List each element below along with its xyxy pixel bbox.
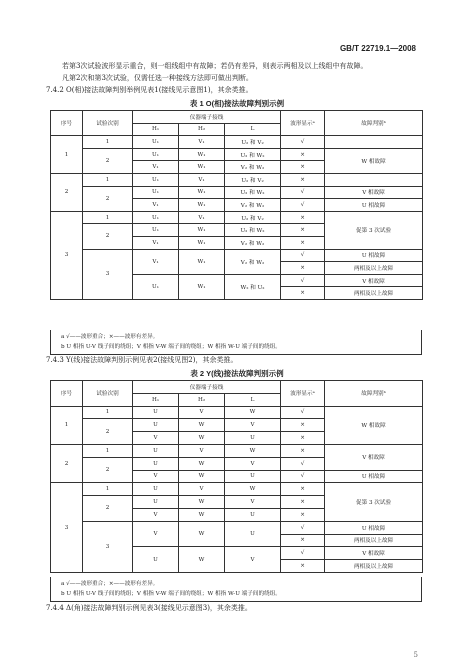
t2-cell: U [133, 419, 179, 432]
t2-cell: V [133, 521, 179, 547]
t1-cell: U₂ 和 W₂ [225, 148, 281, 161]
t1-test: 1 [83, 173, 133, 186]
t1-wave: √ [281, 274, 325, 287]
t2-test: 2 [83, 419, 133, 445]
t2-wave: × [281, 496, 325, 509]
t1-cell: U₂ 和 W₂ [225, 186, 281, 199]
table2-caption: 表 2 Y(线)接法故障判别示例 [190, 369, 284, 378]
t2-test: 1 [83, 483, 133, 496]
t2-cell: W [179, 432, 225, 445]
t1-cell: U₂ 和 V₂ [225, 211, 281, 224]
t2-cell: W [225, 406, 281, 419]
page-number: 5 [413, 651, 418, 659]
t1-seq: 2 [51, 173, 83, 211]
t1-cell: V₂ 和 W₂ [225, 199, 281, 212]
t1-test: 2 [83, 148, 133, 173]
t1-judge: U 相故障 [325, 199, 423, 212]
t1-h-l: L [225, 123, 281, 136]
t2-wave: × [281, 483, 325, 496]
t1-cell: V₂ 和 W₂ [225, 249, 281, 274]
t1-cell: V₁ [133, 161, 179, 174]
t2-seq: 3 [51, 483, 83, 573]
t2-judge: W 相故障 [325, 406, 423, 444]
t2-h-h1: H₁ [133, 393, 179, 406]
t2-cell: U [133, 444, 179, 457]
t1-cell: V₁ [179, 211, 225, 224]
t1-seq: 3 [51, 211, 83, 299]
t1-cell: V₁ [133, 199, 179, 212]
t1-cell: V₂ 和 W₂ [225, 236, 281, 249]
t1-wave: √ [281, 249, 325, 262]
t1-judge: V 相故障 [325, 186, 423, 199]
t2-cell: V [133, 432, 179, 445]
t1-h-h1: H₁ [133, 123, 179, 136]
t2-wave: × [281, 534, 325, 547]
t2-cell: V [225, 547, 281, 573]
t2-cell: V [133, 470, 179, 483]
t2-h-wave: 波形显示ᵃ [281, 381, 325, 407]
t1-test: 2 [83, 186, 133, 211]
t2-judge: V 相故障 [325, 547, 423, 560]
t1-cell: U₁ [133, 211, 179, 224]
section-744: 7.4.4 Δ(角)接法故障判别示例见表3(接线见示意图3)，其余类推。 [46, 604, 252, 612]
t2-cell: U [225, 432, 281, 445]
t1-h-test: 试验次别 [83, 111, 133, 136]
t1-cell: W₂ 和 U₂ [225, 274, 281, 299]
t2-wave: × [281, 444, 325, 457]
t1-h-wave: 波形显示ᵃ [281, 111, 325, 136]
t2-cell: U [225, 508, 281, 521]
table1 [50, 110, 423, 300]
t1-judge: V 相故障 [325, 274, 423, 287]
t1-seq: 1 [51, 136, 83, 174]
table2-note-b: b U 相指 U-V 线子间的绕组；V 相指 V-W 端子间的绕组；W 相指 W-U 端子间的绕组。 [61, 591, 281, 597]
t1-cell: W₁ [179, 161, 225, 174]
t2-cell: V [225, 457, 281, 470]
t2-cell: U [225, 470, 281, 483]
t1-h-terminals: 仪器端子接线 [133, 111, 281, 124]
t1-h-seq: 序号 [51, 111, 83, 136]
t1-wave: × [281, 224, 325, 237]
t2-test: 2 [83, 496, 133, 522]
t1-cell: U₁ [133, 136, 179, 149]
t2-test: 2 [83, 457, 133, 483]
t2-judge: 两相及以上故障 [325, 534, 423, 547]
table1-note-b: b U 相指 U-V 线子间的绕组；V 相指 V-W 端子间的绕组；W 相指 W-U 端子间的绕组。 [61, 344, 281, 350]
t2-cell: W [179, 457, 225, 470]
t2-cell: W [179, 508, 225, 521]
t1-cell: U₁ [133, 274, 179, 299]
t1-cell: W₁ [179, 236, 225, 249]
t1-judge [325, 173, 423, 186]
t1-cell: W₁ [179, 199, 225, 212]
t2-cell: W [179, 419, 225, 432]
t2-test: 1 [83, 444, 133, 457]
t2-wave: √ [281, 470, 325, 483]
t1-cell: U₂ 和 W₂ [225, 224, 281, 237]
t1-judge: 两相及以上故障 [325, 262, 423, 275]
t2-judge: 促第 3 次试验 [325, 483, 423, 521]
t1-cell: W₁ [179, 186, 225, 199]
t2-h-seq: 序号 [51, 381, 83, 407]
t2-wave: × [281, 432, 325, 445]
t1-test: 1 [83, 211, 133, 224]
t2-cell: W [179, 521, 225, 547]
table2-notes [50, 577, 422, 602]
t2-wave: × [281, 508, 325, 521]
section-742: 7.4.2 O(相)接法故障判别举例见表1(接线见示意图1)，其余类推。 [46, 86, 253, 94]
t1-judge: 促第 3 次试验 [325, 211, 423, 249]
t2-seq: 1 [51, 406, 83, 444]
t2-cell: W [225, 444, 281, 457]
t2-cell: V [225, 496, 281, 509]
t2-cell: V [179, 444, 225, 457]
t1-wave: × [281, 236, 325, 249]
t1-judge: 两相及以上故障 [325, 287, 423, 300]
intro-line-1: 若第3次试验波形显示重合，则一组线组中有故障；若仍有差异，则表示两相及以上线组中有故障。 [62, 62, 368, 70]
t2-cell: W [179, 470, 225, 483]
t2-wave: √ [281, 457, 325, 470]
t2-cell: V [133, 508, 179, 521]
t2-judge: U 相故障 [325, 470, 423, 483]
t1-cell: V₁ [133, 236, 179, 249]
t2-wave: × [281, 419, 325, 432]
t2-cell: V [179, 406, 225, 419]
t2-judge: 两相及以上故障 [325, 560, 423, 573]
t2-cell: U [133, 406, 179, 419]
t2-wave: √ [281, 547, 325, 560]
t1-test: 3 [83, 249, 133, 299]
t1-wave: √ [281, 136, 325, 149]
t2-cell: U [133, 496, 179, 509]
table1-note-a: a √——波形重合；×——波形有差异。 [61, 334, 159, 340]
t2-judge: U 相故障 [325, 521, 423, 534]
t1-wave: × [281, 262, 325, 275]
t1-cell: W₁ [179, 224, 225, 237]
t2-h-l: L [225, 393, 281, 406]
t1-cell: W₁ [179, 249, 225, 274]
t1-judge [325, 136, 423, 149]
t2-cell: V [225, 419, 281, 432]
t2-cell: U [133, 457, 179, 470]
t1-wave: × [281, 211, 325, 224]
t1-test: 1 [83, 136, 133, 149]
t1-wave: × [281, 287, 325, 300]
t2-cell: U [225, 521, 281, 547]
table2 [50, 380, 423, 573]
t1-cell: U₁ [133, 173, 179, 186]
t1-cell: V₁ [179, 136, 225, 149]
t2-judge: V 相故障 [325, 444, 423, 470]
t1-wave: × [281, 148, 325, 161]
standard-code: GB/T 22719.1—2008 [339, 44, 416, 53]
t2-h-h2: H₂ [179, 393, 225, 406]
t1-cell: U₂ 和 V₂ [225, 173, 281, 186]
t2-wave: √ [281, 406, 325, 419]
t1-h-judge: 故障判别ᵇ [325, 111, 423, 136]
t1-wave: × [281, 173, 325, 186]
t2-wave: √ [281, 521, 325, 534]
t1-cell: U₁ [133, 224, 179, 237]
t1-cell: W₁ [179, 148, 225, 161]
t1-cell: V₁ [179, 173, 225, 186]
t2-h-terminals: 仪器端子接线 [133, 381, 281, 394]
t1-cell: U₁ [133, 186, 179, 199]
t2-cell: W [179, 547, 225, 573]
t1-judge: U 相故障 [325, 249, 423, 262]
t2-cell: W [179, 496, 225, 509]
t2-test: 1 [83, 406, 133, 419]
t1-wave: √ [281, 199, 325, 212]
t2-cell: U [133, 483, 179, 496]
t2-cell: U [133, 547, 179, 573]
t1-wave: × [281, 161, 325, 174]
t1-test: 2 [83, 224, 133, 249]
t1-judge: W 相故障 [325, 148, 423, 173]
table1-caption: 表 1 O(相)接法故障判别示例 [189, 99, 285, 108]
t1-cell: U₂ 和 V₂ [225, 136, 281, 149]
section-743: 7.4.3 Y(线)接法故障判别示例见表2(接线见图2)，其余类推。 [46, 356, 238, 364]
t1-wave: √ [281, 186, 325, 199]
intro-line-2: 凡第2次和第3次试验，仅需任选一种接线方法即可做出判断。 [62, 74, 253, 82]
t2-wave: × [281, 560, 325, 573]
t1-cell: V₂ 和 W₂ [225, 161, 281, 174]
t2-h-test: 试验次别 [83, 381, 133, 407]
t1-cell: V₁ [133, 249, 179, 274]
t2-cell: W [225, 483, 281, 496]
t1-cell: U₁ [133, 148, 179, 161]
t2-cell: V [179, 483, 225, 496]
t2-seq: 2 [51, 444, 83, 482]
table2-note-a: a √——波形重合；×——波形有差异。 [61, 581, 159, 587]
t2-h-judge: 故障判别ᵇ [325, 381, 423, 407]
table1-notes [50, 330, 422, 355]
t2-test: 3 [83, 521, 133, 572]
t1-cell: W₁ [179, 274, 225, 299]
t1-h-h2: H₂ [179, 123, 225, 136]
